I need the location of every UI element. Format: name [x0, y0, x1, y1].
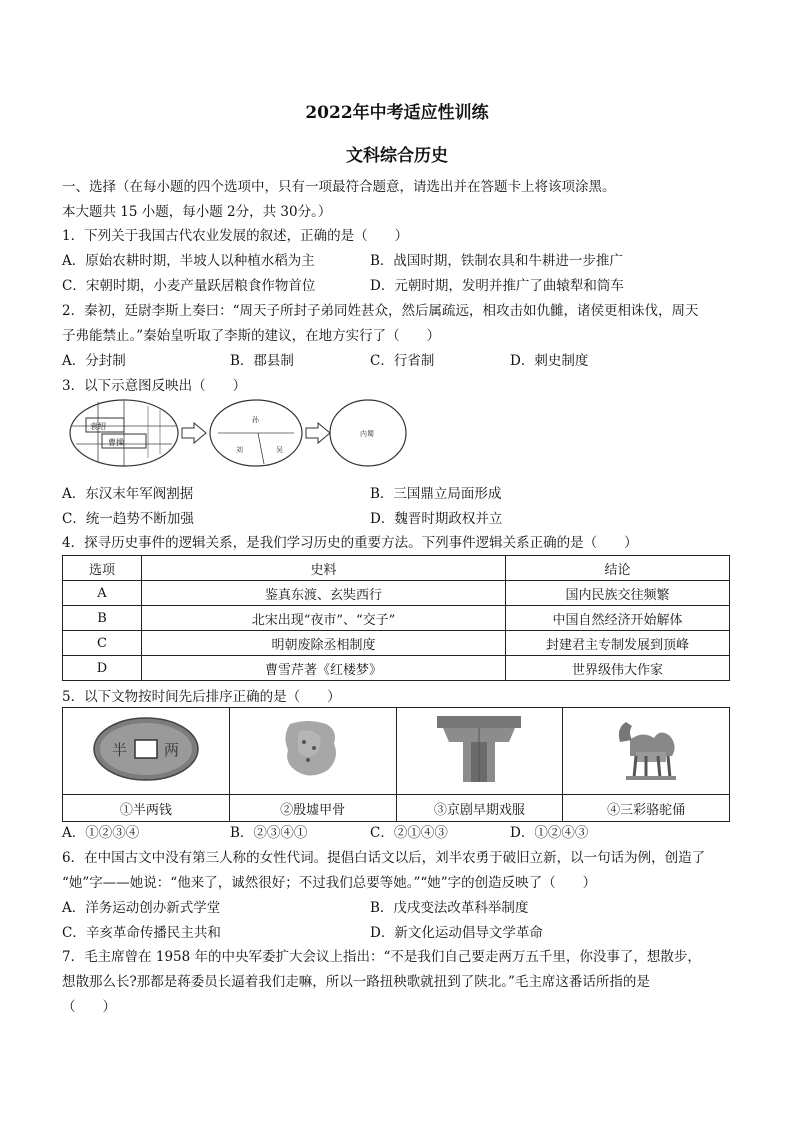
map-three-kingdoms [210, 400, 302, 466]
diagram-label-liu: 刘 [236, 446, 243, 454]
diagram-label-caocao: 曹操 [108, 438, 124, 447]
q7-stem: 7．毛主席曾在 1958 年的中央军委扩大会议上指出：“不是我们自己要走两万五千里，你没事了，想散步， [62, 949, 701, 965]
q3-option-b: B．三国鼎立局面形成 [370, 486, 502, 502]
artifact-images-row [63, 708, 730, 795]
artifact-image-camel [563, 708, 730, 795]
table-row [63, 631, 730, 656]
artifact-captions-row [63, 795, 730, 822]
q2-stem: 2．秦初，廷尉李斯上奏曰：“周天子所封子弟同姓甚众，然后属疏远，相攻击如仇雠，诸侯更相诛伐，周天 [62, 303, 699, 319]
arrow-icon [306, 423, 330, 443]
table-row [63, 581, 730, 606]
q4-stem: 4．探寻历史事件的逻辑关系，是我们学习历史的重要方法。下列事件逻辑关系正确的是（ ） [62, 535, 638, 551]
q6-option-d: D．新文化运动倡导文学革命 [370, 925, 543, 941]
q3-map-diagram [68, 396, 408, 470]
q6-stem: 6．在中国古文中没有第三人称的女性代词。提倡白话文以后，刘半农勇于破旧立新，以一句话为例，创造了 [62, 850, 706, 866]
artifact-caption: ②殷墟甲骨 [229, 795, 396, 822]
q1-option-c: C．宋朝时期，小麦产量跃居粮食作物首位 [62, 278, 316, 294]
table-header-cell: 史料 [142, 556, 506, 581]
table-row [63, 606, 730, 631]
coin-text-liang: 两 [163, 741, 179, 759]
q2-option-d: D．刺史制度 [510, 353, 589, 369]
table-cell: 鉴真东渡、玄奘西行 [142, 581, 506, 606]
table-cell: 明朝废除丞相制度 [142, 631, 506, 656]
diagram-label-wu: 吴 [276, 446, 283, 454]
diagram-label-yuanshao: 袁绍 [90, 422, 106, 431]
q3-stem: 3．以下示意图反映出（ ） [62, 378, 247, 394]
table-cell: A [63, 581, 142, 606]
q5-option-a: A．①②③④ [62, 825, 140, 841]
map-warlords [70, 400, 178, 466]
q5-option-c: C．②①④③ [370, 825, 448, 841]
table-cell: 中国自然经济开始解体 [506, 606, 730, 631]
q3-option-d: D．魏晋时期政权并立 [370, 511, 503, 527]
table-header-cell: 选项 [63, 556, 142, 581]
q5-option-b: B．②③④① [230, 825, 308, 841]
section-instruction-2: 本大题共 15 小题，每小题 2分，共 30分。） [62, 204, 332, 220]
q2-option-b: B．郡县制 [230, 353, 294, 369]
q6-option-a: A．洋务运动创办新式学堂 [62, 900, 221, 916]
diagram-label-sun: 孙 [252, 416, 259, 424]
q2-option-a: A．分封制 [62, 353, 126, 369]
oracle-bone-icon [268, 714, 358, 784]
artifact-image-oracle-bone [229, 708, 396, 795]
table-cell: D [63, 656, 142, 681]
diagram-label-neishu: 内蜀 [360, 430, 374, 438]
q5-artifacts-table [62, 707, 730, 822]
q3-option-a: A．东汉末年军阀割据 [62, 486, 194, 502]
q3-option-c: C．统一趋势不断加强 [62, 511, 194, 527]
q7-stem-cont: 想散那么长?那都是蒋委员长逼着我们走嘛，所以一路扭秧歌就扭到了陕北。”毛主席这番话所指的是 [62, 974, 650, 990]
map-unified [330, 400, 406, 466]
table-header-cell: 结论 [506, 556, 730, 581]
table-row [63, 656, 730, 681]
q5-stem: 5．以下文物按时间先后排序正确的是（ ） [62, 689, 341, 705]
q1-option-d: D．元朝时期，发明并推广了曲辕犁和筒车 [370, 278, 624, 294]
table-cell: 曹雪芹著《红楼梦》 [142, 656, 506, 681]
table-cell: C [63, 631, 142, 656]
page-title: 2022年中考适应性训练 [305, 103, 489, 123]
q6-stem-cont: “她”字——她说：“他来了，诚然很好；不过我们总要等她。”“她”字的创造反映了（ ） [62, 875, 597, 891]
table-cell: 封建君主专制发展到顶峰 [506, 631, 730, 656]
q6-option-b: B．戊戌变法改革科举制度 [370, 900, 529, 916]
coin-icon [86, 714, 206, 784]
section-instruction: 一、选择（在每小题的四个选项中，只有一项最符合题意，请选出并在答题卡上将该项涂黑。 [62, 179, 616, 195]
costume-icon [429, 712, 529, 786]
table-cell: 世界级伟大作家 [506, 656, 730, 681]
arrow-icon [182, 423, 206, 443]
table-cell: 北宋出现“夜市”、“交子” [142, 606, 506, 631]
camel-icon [596, 712, 696, 786]
artifact-caption: ①半两钱 [63, 795, 230, 822]
q7-stem-blank: （ ） [62, 999, 116, 1015]
q2-stem-cont: 子弗能禁止。”秦始皇听取了李斯的建议，在地方实行了（ ） [62, 328, 441, 344]
table-cell: 国内民族交往频繁 [506, 581, 730, 606]
q1-option-b: B．战国时期，铁制农具和牛耕进一步推广 [370, 253, 623, 269]
artifact-image-opera-costume [396, 708, 563, 795]
coin-text-ban: 半 [111, 741, 127, 759]
page-subtitle: 文科综合历史 [346, 146, 448, 166]
table-header-row [63, 556, 730, 581]
table-cell: B [63, 606, 142, 631]
q5-option-d: D．①②④③ [510, 825, 589, 841]
q4-table [62, 555, 730, 681]
artifact-image-coin [63, 708, 230, 795]
q1-option-a: A．原始农耕时期，半坡人以种植水稻为主 [62, 253, 315, 269]
artifact-caption: ④三彩骆驼俑 [563, 795, 730, 822]
artifact-caption: ③京剧早期戏服 [396, 795, 563, 822]
q6-option-c: C．辛亥革命传播民主共和 [62, 925, 221, 941]
q1-stem: 1．下列关于我国古代农业发展的叙述，正确的是（ ） [62, 228, 409, 244]
q2-option-c: C．行省制 [370, 353, 435, 369]
